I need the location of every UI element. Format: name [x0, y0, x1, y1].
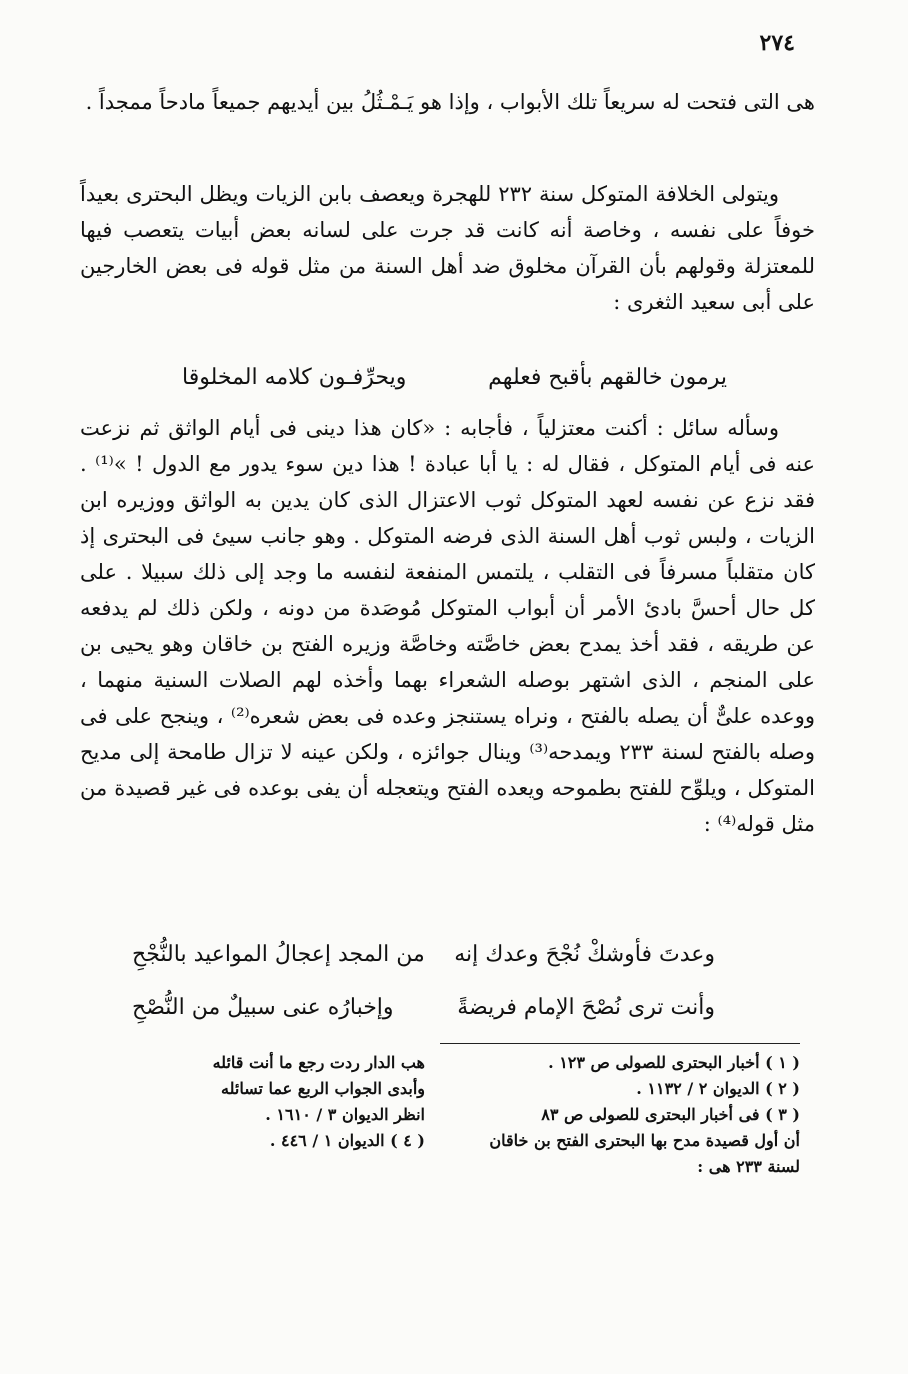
paragraph-1-text: هى التى فتحت له سريعاً تلك الأبواب ، وإذا هو يَـمْـثُلُ بين أيديهم جميعاً مادحاً ممجداً .	[85, 90, 815, 114]
paragraph-3	[80, 410, 815, 842]
verse-line-3	[80, 990, 815, 1026]
footnote-3-reference: انظر الديوان ٣ / ١٦١٠ .	[265, 1105, 425, 1124]
footnote-2: ( ٢ ) الديوان ٢ / ١١٣٢ .	[636, 1079, 800, 1098]
page-number: ٢٧٤	[759, 30, 795, 56]
footnote-3-continued-2: لسنة ٢٣٣ هى :	[697, 1157, 800, 1176]
footnotes-right-column	[440, 1050, 800, 1180]
footnote-3-continued: أن أول قصيدة مدح بها البحترى الفتح بن خاقان	[489, 1131, 800, 1150]
paragraph-3-text: وسأله سائل : أكنت معتزلياً ، فأجابه : «كان هذا دينى فى أيام الواثق ثم نزعت عنه فى أيام المتوكل ، فقال له : يا أبا عبادة ! هذا دين سوء يدور مع الدول ! »⁽¹⁾ . فقد نزع عن نفسه لعهد المتوكل ثوب الاعتزال الذى كان يدين به الواثق ووزيره ابن الزيات ، ولبس ثوب أهل السنة الذى فرضه المتوكل . وهو جانب سيئ فى البحترى إذ كان متقلباً مسرفاً فى التقلب ، يلتمس المنفعة لنفسه ما وجد إلى ذلك سبيلا . على كل حال أحسَّ بادئ الأمر أن أبواب المتوكل مُوصَدة من دونه ، ولكن ذلك لم يدفعه عن طريقه ، فقد أخذ يمدح بعض خاصَّته وخاصَّة وزيره الفتح بن خاقان وهو يحيى بن على المنجم ، الذى اشتهر بوصله الشعراء بهما وأخذه لهم الصلات السنية منهما ، ووعده علىٌّ أن يصله بالفتح ، ونراه يستنجز وعده فى بعض شعره⁽²⁾ ، وينجح على فى وصله بالفتح لسنة ٢٣٣ ويمدحه⁽³⁾ وينال جوائزه ، ولكن عينه لا تزال طامحة إلى مديح المتوكل ، ويلوِّح للفتح بطموحه ويعده الفتح ويتعجله أن يفى بوعده فى غير قصيدة من مثل قوله⁽⁴⁾ :	[80, 416, 815, 836]
verse-1-first-hemistich: يرمون خالقهم بأقبح فعلهم	[488, 365, 727, 390]
verse-1-second-hemistich: ويحرِّفـون كلامه المخلوقا	[182, 365, 407, 390]
paragraph-2	[80, 176, 815, 320]
paragraph-2-text: ويتولى الخلافة المتوكل سنة ٢٣٢ للهجرة ويعصف بابن الزيات ويظل البحترى بعيداً خوفاً على نفسه ، وخاصة أنه كانت قد جرت على لسانه بعض أبيات يتعصب فيها للمعتزلة وقولهم بأن القرآن مخلوق ضد أهل السنة من مثل قوله فى بعض الخارجين على أبى سعيد الثغرى :	[80, 182, 815, 314]
footnote-3-verse-second: وأبدى الجواب الربع عما تسائله	[221, 1079, 425, 1098]
verse-2-second-hemistich: من المجد إعجالُ المواعيد بالنُّجْحِ	[132, 942, 425, 967]
verse-line-1	[80, 360, 815, 396]
paragraph-1	[80, 84, 815, 120]
verse-2-first-hemistich: وعدتَ فأوشكْ نُجْحَ وعدك إنه	[454, 942, 715, 967]
footnotes-left-column	[80, 1050, 425, 1154]
verse-3-second-hemistich: وإخبارُه عنى سبيلٌ من النُّصْحِ	[132, 995, 394, 1020]
verse-3-first-hemistich: وأنت ترى نُصْحَ الإمام فريضةً	[457, 995, 715, 1020]
footnote-3: ( ٣ ) فى أخبار البحترى للصولى ص ٨٣	[541, 1105, 800, 1124]
verse-line-2	[80, 937, 815, 973]
footnote-4: ( ٤ ) الديوان ١ / ٤٤٦ .	[269, 1131, 425, 1150]
footnote-divider	[440, 1043, 800, 1044]
footnote-1: ( ١ ) أخبار البحترى للصولى ص ١٢٣ .	[548, 1053, 800, 1072]
footnote-3-verse-first: هب الدار ردت رجع ما أنت قائله	[212, 1053, 425, 1072]
